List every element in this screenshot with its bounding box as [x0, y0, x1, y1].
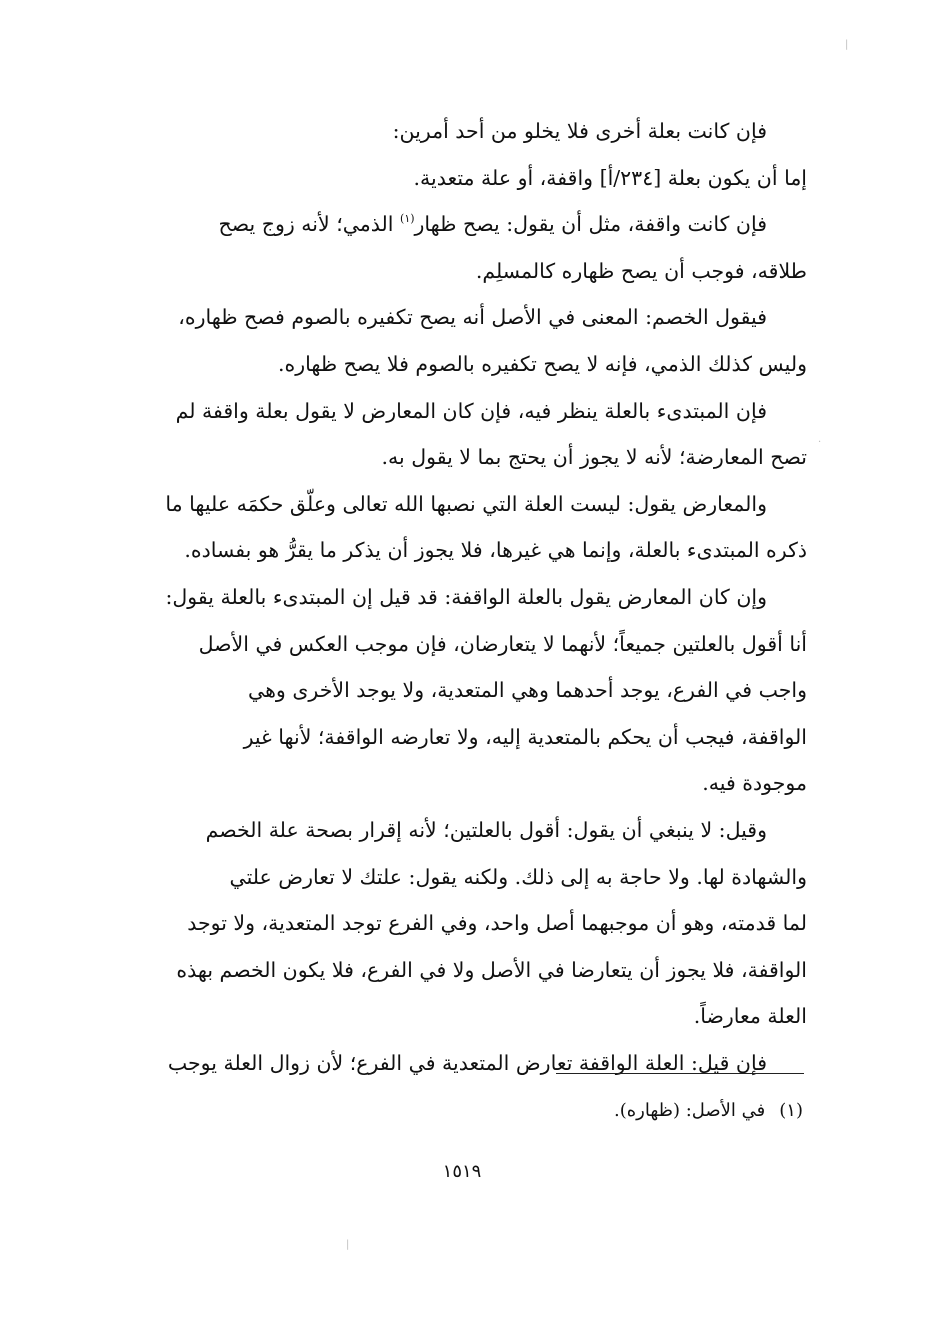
scan-mark-bottom: |	[346, 1239, 350, 1250]
footnote-marker: (١)	[400, 212, 415, 226]
text-line: لما قدمته، وهو أن موجبهما أصل واحد، وفي الفرع توجد المتعدية، ولا توجد	[187, 911, 807, 936]
text-line: موجودة فيه.	[702, 771, 807, 796]
text-line: العلة معارضاً.	[693, 1004, 807, 1029]
text-line: فإن قيل: العلة الواقفة تعارض المتعدية في الفرع؛ لأن زوال العلة يوجب	[167, 1050, 767, 1075]
footnote-divider	[556, 1073, 804, 1074]
footnote	[403, 1097, 803, 1125]
text-line: تصح المعارضة؛ لأنه لا يجوز أن يحتج بما لا يقول به.	[381, 445, 807, 470]
text-line: واجب في الفرع، يوجد أحدهما وهي المتعدية، ولا يوجد الأخرى وهي	[248, 678, 807, 703]
text-line: فإن المبتدىء بالعلة ينظر فيه، فإن كان المعارض لا يقول بعلة واقفة لم	[175, 398, 767, 423]
scan-mark-side: ·	[818, 437, 822, 448]
text-line: طلاقه، فوجب أن يصح ظهاره كالمسلِم.	[475, 258, 807, 283]
text-line: الواقفة، فيجب أن يحكم بالمتعدية إليه، ولا تعارضه الواقفة؛ لأنها غير	[243, 724, 807, 749]
scan-mark-top: |	[845, 39, 849, 50]
text-line: والشهادة لها. ولا حاجة به إلى ذلك. ولكنه يقول: علتك لا تعارض علتي	[229, 864, 807, 889]
footnote-text: في الأصل: (ظهاره).	[613, 1100, 766, 1121]
text-line: فيقول الخصم: المعنى في الأصل أنه يصح تكفيره بالصوم فصح ظهاره،	[178, 305, 767, 330]
text-line: ذكره المبتدىء بالعلة، وإنما هي غيرها، فلا يجوز أن يذكر ما يقرُّ هو بفساده.	[184, 538, 807, 563]
text-line: الواقفة، فلا يجوز أن يتعارضا في الأصل ولا في الفرع، فلا يكون الخصم بهذه	[176, 957, 807, 982]
text-line: أنا أقول بالعلتين جميعاً؛ لأنهما لا يتعارضان، فإن موجب العكس في الأصل	[198, 631, 807, 656]
text-fragment: فإن كانت واقفة، مثل أن يقول: يصح ظهار	[414, 212, 767, 237]
text-line: فإن كانت بعلة أخرى فلا يخلو من أحد أمرين:	[392, 119, 767, 143]
text-line: وقيل: لا ينبغي أن يقول: أقول بالعلتين؛ لأنه إقرار بصحة علة الخصم	[205, 817, 767, 842]
text-line: وليس كذلك الذمي، فإنه لا يصح تكفيره بالصوم فلا يصح ظهاره.	[277, 351, 807, 376]
text-fragment: الذمي؛ لأنه زوج يصح	[218, 212, 401, 237]
text-line: والمعارض يقول: ليست العلة التي نصبها الله تعالى وعلّق حكمَه عليها ما	[165, 491, 767, 516]
text-line: وإن كان المعارض يقول بالعلة الواقفة: قد قيل إن المبتدىء بالعلة يقول:	[165, 584, 767, 609]
page-number: ١٥١٩	[442, 1161, 482, 1182]
text-line: إما أن يكون بعلة [٢٣٤/أ] واقفة، أو علة متعدية.	[413, 165, 807, 190]
text-line	[132, 201, 807, 248]
main-text	[132, 108, 807, 1086]
footnote-number: (١)	[779, 1100, 803, 1121]
